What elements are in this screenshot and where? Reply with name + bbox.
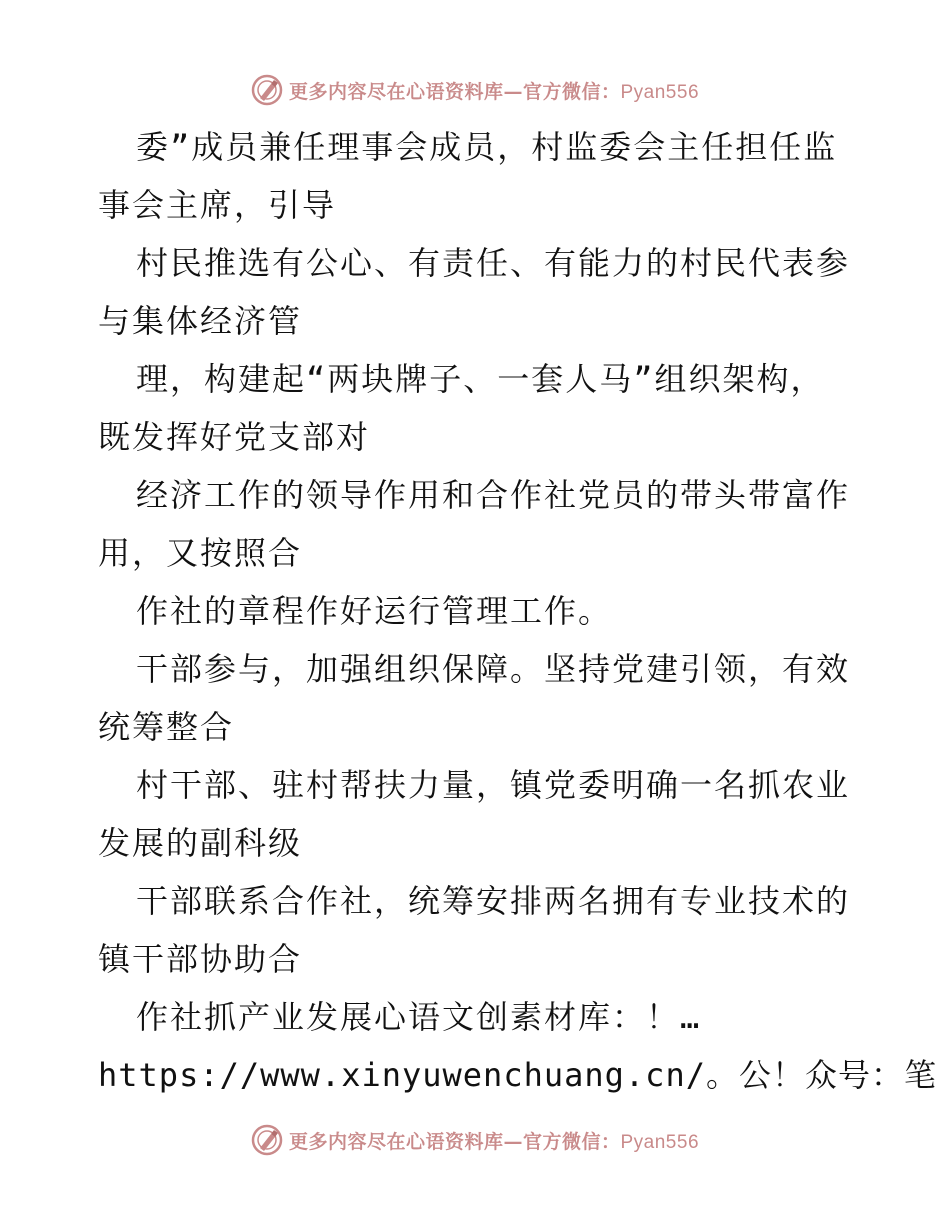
text-line: 事会主席，引导 [98, 186, 337, 224]
text-line: 统筹整合 [98, 708, 235, 746]
text-line: 用，又按照合 [98, 534, 303, 572]
header-banner [0, 72, 950, 108]
pen-logo-icon [251, 74, 283, 106]
text-line: 发展的副科级 [98, 824, 303, 862]
footer-wechat-id: Pyan556 [620, 1131, 700, 1153]
text-line: 干部参与，加强组织保障。坚持党建引领，有效 [136, 650, 851, 688]
footer-banner [0, 1122, 950, 1158]
text-line: 作社的章程作好运行管理工作。 [136, 592, 613, 630]
text-line: 镇干部协助合 [98, 940, 303, 978]
text-line: 作社抓产业发展心语文创素材库：！… [136, 998, 702, 1036]
pen-logo-icon [251, 1124, 283, 1156]
text-line: 村民推选有公心、有责任、有能力的村民代表参 [136, 244, 851, 282]
footer-banner-text: 更多内容尽在心语资料库—官方微信：Pyan556 [288, 1130, 700, 1153]
header-wechat-id: Pyan556 [620, 81, 700, 103]
text-line: 干部联系合作社，统筹安排两名拥有专业技术的 [136, 882, 851, 920]
text-line: 经济工作的领导作用和合作社党员的带头带富作 [136, 476, 851, 514]
text-line: 理，构建起“两块牌子、一套人马”组织架构， [136, 360, 825, 398]
text-line: 与集体经济管 [98, 302, 303, 340]
text-line: 既发挥好党支部对 [98, 418, 371, 456]
text-line: 村干部、驻村帮扶力量，镇党委明确一名抓农业 [136, 766, 851, 804]
text-line: 委”成员兼任理事会成员，村监委会主任担任监 [136, 128, 838, 166]
document-body [98, 118, 937, 1104]
text-line-url: https://www.xinyuwenchuang.cn/。公！众号：笔 [98, 1056, 937, 1094]
header-banner-text: 更多内容尽在心语资料库—官方微信：Pyan556 [288, 80, 700, 103]
